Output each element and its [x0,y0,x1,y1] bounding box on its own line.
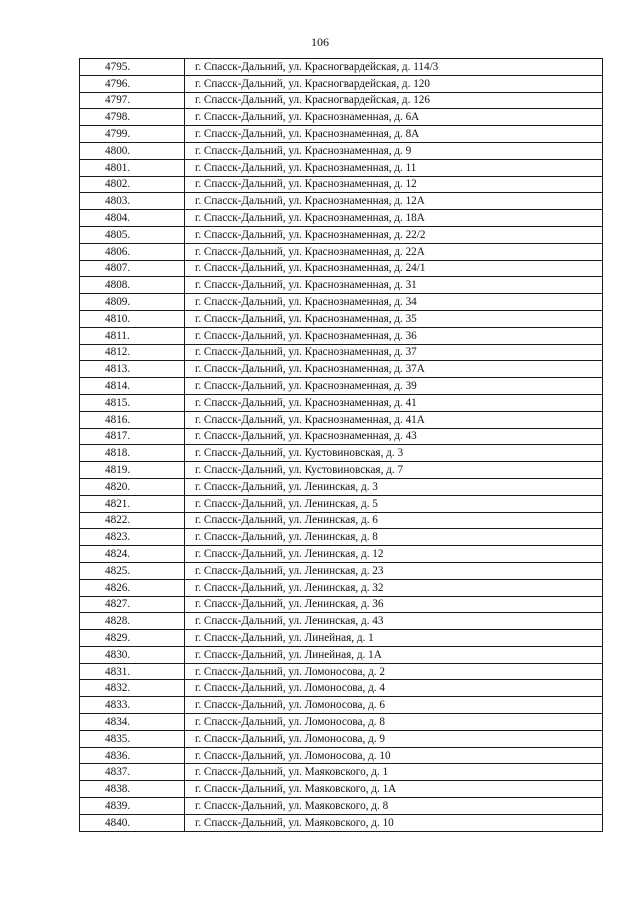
address-cell: г. Спасск-Дальний, ул. Ленинская, д. 6 [185,512,603,529]
row-number-cell: 4818. [80,445,185,462]
row-number-cell: 4836. [80,747,185,764]
row-number-cell: 4815. [80,394,185,411]
address-cell: г. Спасск-Дальний, ул. Краснознаменная, д. 12 [185,176,603,193]
table-row [80,109,603,126]
row-number-cell: 4824. [80,546,185,563]
table-row [80,495,603,512]
table-row [80,646,603,663]
address-cell: г. Спасск-Дальний, ул. Ломоносова, д. 8 [185,714,603,731]
table-row [80,243,603,260]
address-cell: г. Спасск-Дальний, ул. Ленинская, д. 12 [185,546,603,563]
address-cell: г. Спасск-Дальний, ул. Краснознаменная, д. 22А [185,243,603,260]
table-row [80,327,603,344]
row-number-cell: 4825. [80,562,185,579]
row-number-cell: 4831. [80,663,185,680]
table-row [80,562,603,579]
address-table [79,58,603,832]
table-row [80,378,603,395]
table-row [80,344,603,361]
address-cell: г. Спасск-Дальний, ул. Краснознаменная, д. 41 [185,394,603,411]
row-number-cell: 4808. [80,277,185,294]
table-row [80,260,603,277]
address-cell: г. Спасск-Дальний, ул. Красногвардейская, д. 126 [185,92,603,109]
row-number-cell: 4839. [80,798,185,815]
address-cell: г. Спасск-Дальний, ул. Маяковского, д. 1А [185,781,603,798]
row-number-cell: 4830. [80,646,185,663]
table-row [80,714,603,731]
address-cell: г. Спасск-Дальний, ул. Краснознаменная, д. 18А [185,210,603,227]
table-row [80,596,603,613]
row-number-cell: 4834. [80,714,185,731]
address-cell: г. Спасск-Дальний, ул. Ломоносова, д. 4 [185,680,603,697]
table-row [80,75,603,92]
table-row [80,613,603,630]
row-number-cell: 4807. [80,260,185,277]
address-cell: г. Спасск-Дальний, ул. Ломоносова, д. 10 [185,747,603,764]
table-row [80,394,603,411]
row-number-cell: 4795. [80,59,185,76]
table-row [80,428,603,445]
table-row [80,462,603,479]
table-row [80,814,603,831]
address-cell: г. Спасск-Дальний, ул. Краснознаменная, д. 12А [185,193,603,210]
address-cell: г. Спасск-Дальний, ул. Красногвардейская, д. 120 [185,75,603,92]
row-number-cell: 4835. [80,730,185,747]
address-cell: г. Спасск-Дальний, ул. Краснознаменная, д. 31 [185,277,603,294]
row-number-cell: 4806. [80,243,185,260]
row-number-cell: 4817. [80,428,185,445]
row-number-cell: 4833. [80,697,185,714]
row-number-cell: 4810. [80,310,185,327]
table-row [80,798,603,815]
row-number-cell: 4796. [80,75,185,92]
page-number: 106 [311,35,329,49]
table-row [80,546,603,563]
table-row [80,512,603,529]
row-number-cell: 4801. [80,159,185,176]
address-cell: г. Спасск-Дальний, ул. Ленинская, д. 32 [185,579,603,596]
table-row [80,663,603,680]
table-row [80,445,603,462]
address-cell: г. Спасск-Дальний, ул. Ломоносова, д. 2 [185,663,603,680]
row-number-cell: 4804. [80,210,185,227]
row-number-cell: 4816. [80,411,185,428]
table-row [80,176,603,193]
address-cell: г. Спасск-Дальний, ул. Краснознаменная, д. 6А [185,109,603,126]
row-number-cell: 4803. [80,193,185,210]
table-row [80,226,603,243]
table-row [80,411,603,428]
row-number-cell: 4805. [80,226,185,243]
table-row [80,294,603,311]
address-cell: г. Спасск-Дальний, ул. Ленинская, д. 23 [185,562,603,579]
address-cell: г. Спасск-Дальний, ул. Ломоносова, д. 6 [185,697,603,714]
row-number-cell: 4822. [80,512,185,529]
row-number-cell: 4802. [80,176,185,193]
table-row [80,92,603,109]
row-number-cell: 4812. [80,344,185,361]
row-number-cell: 4799. [80,126,185,143]
address-cell: г. Спасск-Дальний, ул. Ленинская, д. 5 [185,495,603,512]
table-row [80,310,603,327]
table-row [80,361,603,378]
table-row [80,781,603,798]
row-number-cell: 4832. [80,680,185,697]
row-number-cell: 4840. [80,814,185,831]
table-row [80,277,603,294]
address-cell: г. Спасск-Дальний, ул. Краснознаменная, д. 9 [185,142,603,159]
row-number-cell: 4800. [80,142,185,159]
address-cell: г. Спасск-Дальний, ул. Краснознаменная, д. 37 [185,344,603,361]
table-row [80,126,603,143]
table-row [80,59,603,76]
address-cell: г. Спасск-Дальний, ул. Краснознаменная, д. 41А [185,411,603,428]
row-number-cell: 4821. [80,495,185,512]
address-cell: г. Спасск-Дальний, ул. Ленинская, д. 43 [185,613,603,630]
row-number-cell: 4811. [80,327,185,344]
address-cell: г. Спасск-Дальний, ул. Ленинская, д. 3 [185,478,603,495]
row-number-cell: 4798. [80,109,185,126]
row-number-cell: 4797. [80,92,185,109]
address-cell: г. Спасск-Дальний, ул. Краснознаменная, д. 39 [185,378,603,395]
address-cell: г. Спасск-Дальний, ул. Красногвардейская, д. 114/3 [185,59,603,76]
address-cell: г. Спасск-Дальний, ул. Краснознаменная, д. 11 [185,159,603,176]
address-cell: г. Спасск-Дальний, ул. Краснознаменная, д. 8А [185,126,603,143]
address-cell: г. Спасск-Дальний, ул. Краснознаменная, д. 22/2 [185,226,603,243]
address-cell: г. Спасск-Дальний, ул. Маяковского, д. 10 [185,814,603,831]
row-number-cell: 4809. [80,294,185,311]
address-cell: г. Спасск-Дальний, ул. Кустовиновская, д. 7 [185,462,603,479]
address-cell: г. Спасск-Дальний, ул. Кустовиновская, д. 3 [185,445,603,462]
table-row [80,579,603,596]
row-number-cell: 4820. [80,478,185,495]
row-number-cell: 4823. [80,529,185,546]
table-row [80,747,603,764]
table-row [80,478,603,495]
table-row [80,697,603,714]
address-cell: г. Спасск-Дальний, ул. Ленинская, д. 8 [185,529,603,546]
address-cell: г. Спасск-Дальний, ул. Краснознаменная, д. 36 [185,327,603,344]
row-number-cell: 4826. [80,579,185,596]
address-cell: г. Спасск-Дальний, ул. Линейная, д. 1А [185,646,603,663]
row-number-cell: 4814. [80,378,185,395]
address-cell: г. Спасск-Дальний, ул. Ленинская, д. 36 [185,596,603,613]
address-cell: г. Спасск-Дальний, ул. Краснознаменная, д. 43 [185,428,603,445]
address-cell: г. Спасск-Дальний, ул. Краснознаменная, д. 35 [185,310,603,327]
row-number-cell: 4813. [80,361,185,378]
row-number-cell: 4827. [80,596,185,613]
address-cell: г. Спасск-Дальний, ул. Краснознаменная, д. 37А [185,361,603,378]
table-row [80,142,603,159]
row-number-cell: 4838. [80,781,185,798]
address-cell: г. Спасск-Дальний, ул. Линейная, д. 1 [185,630,603,647]
address-cell: г. Спасск-Дальний, ул. Ломоносова, д. 9 [185,730,603,747]
address-cell: г. Спасск-Дальний, ул. Маяковского, д. 8 [185,798,603,815]
table-row [80,630,603,647]
address-table-body [80,59,603,832]
table-row [80,680,603,697]
table-row [80,193,603,210]
table-row [80,210,603,227]
table-row [80,529,603,546]
address-cell: г. Спасск-Дальний, ул. Краснознаменная, д. 24/1 [185,260,603,277]
table-row [80,730,603,747]
address-cell: г. Спасск-Дальний, ул. Краснознаменная, д. 34 [185,294,603,311]
row-number-cell: 4819. [80,462,185,479]
row-number-cell: 4828. [80,613,185,630]
row-number-cell: 4829. [80,630,185,647]
table-row [80,159,603,176]
row-number-cell: 4837. [80,764,185,781]
address-cell: г. Спасск-Дальний, ул. Маяковского, д. 1 [185,764,603,781]
table-row [80,764,603,781]
